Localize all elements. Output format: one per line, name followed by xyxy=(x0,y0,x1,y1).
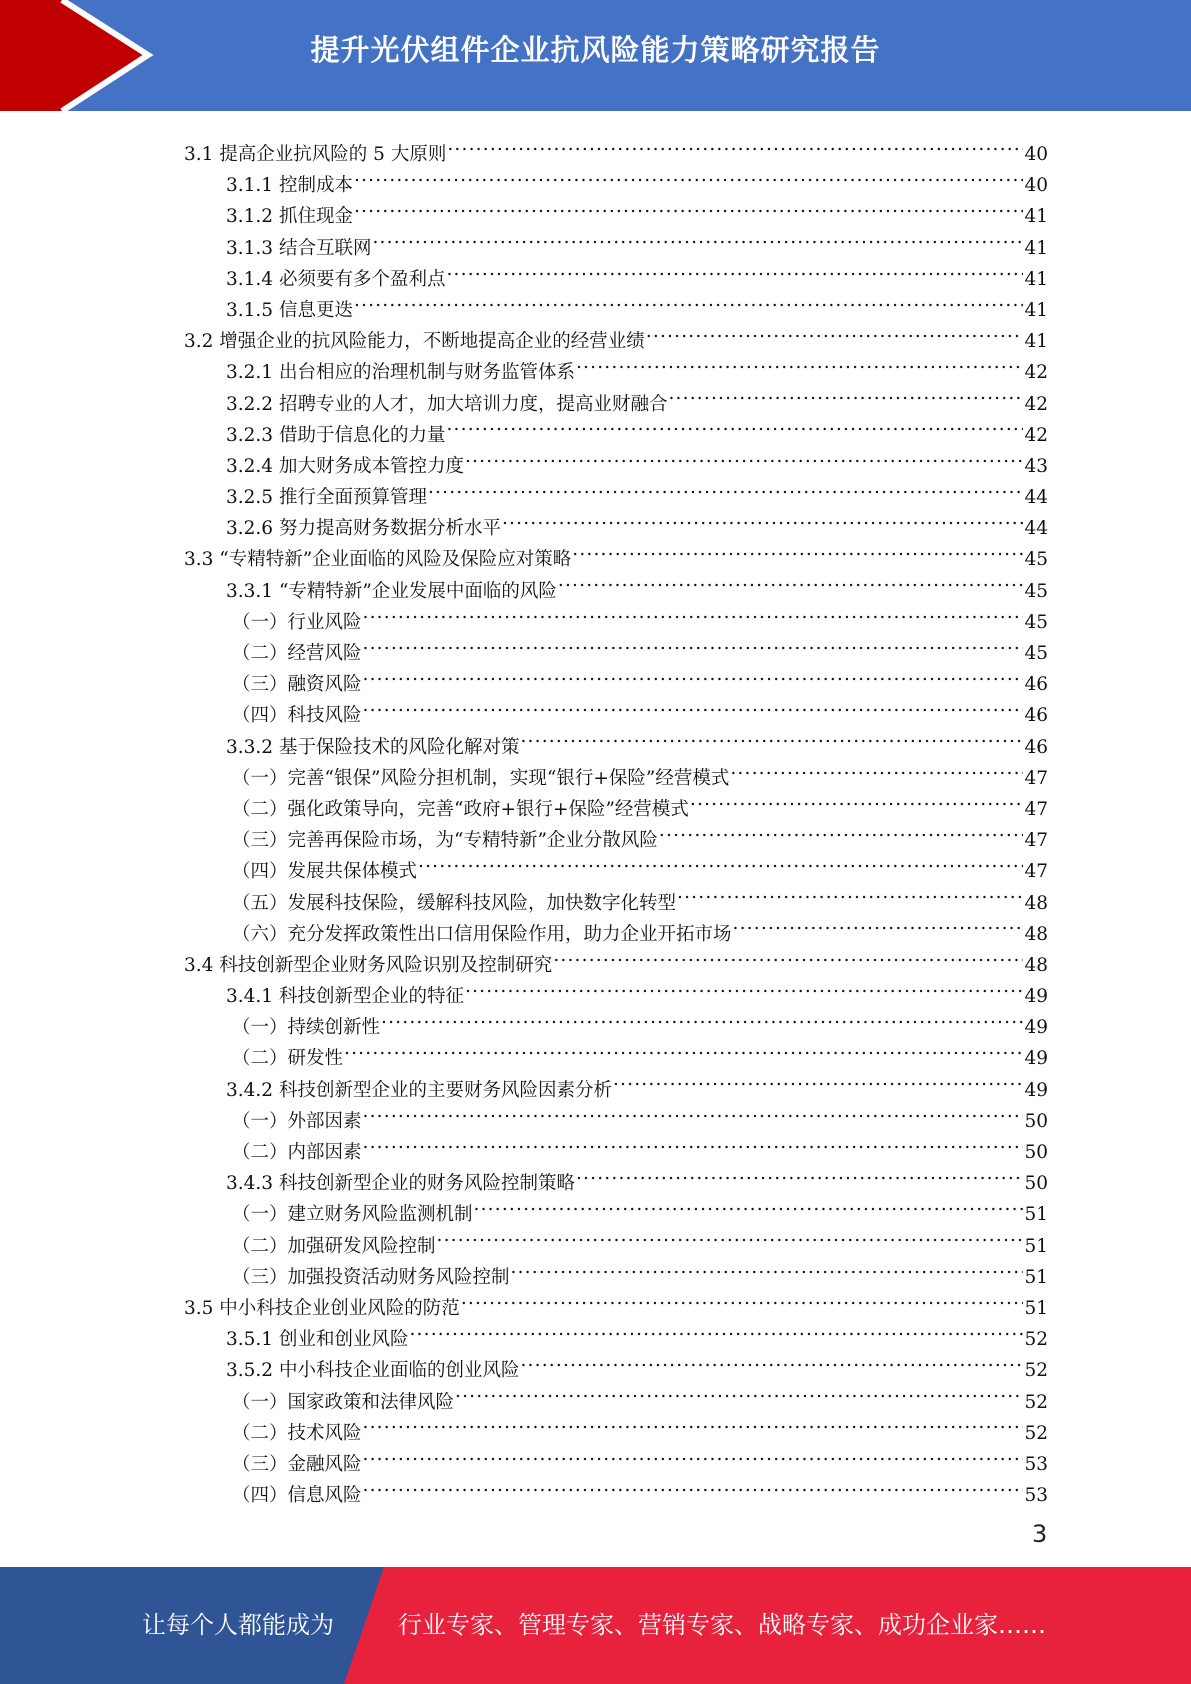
toc-entry-page: 50 xyxy=(1024,1173,1048,1195)
toc-dot-leader xyxy=(446,254,1023,285)
toc-dot-leader xyxy=(455,1377,1023,1408)
toc-entry-label: 3.1.5 信息更迭 xyxy=(226,299,353,321)
toc-entry-page: 47 xyxy=(1024,830,1048,852)
toc-entry-page: 52 xyxy=(1024,1391,1048,1413)
toc-dot-leader xyxy=(363,1096,1024,1127)
table-of-contents xyxy=(184,129,1048,1507)
toc-entry-page: 46 xyxy=(1024,674,1048,696)
page-footer xyxy=(0,1567,1191,1684)
toc-entry-label: （一）国家政策和法律风险 xyxy=(232,1391,455,1413)
toc-entry-page: 53 xyxy=(1024,1453,1048,1475)
footer-slogan-right: 行业专家、管理专家、营销专家、战略专家、成功企业家…… xyxy=(398,1611,1046,1639)
toc-entry-page: 48 xyxy=(1024,954,1048,976)
toc-dot-leader xyxy=(363,690,1024,721)
toc-dot-leader xyxy=(646,316,1024,347)
toc-entry-label: 3.4.2 科技创新型企业的主要财务风险因素分析 xyxy=(226,1079,612,1101)
toc-dot-leader xyxy=(372,223,1023,254)
toc-entry-page: 49 xyxy=(1024,1017,1048,1039)
toc-entry-page: 47 xyxy=(1024,767,1048,789)
toc-dot-leader xyxy=(446,410,1023,441)
toc-entry-label: 3.2.3 借助于信息化的力量 xyxy=(226,424,446,446)
toc-entry-label: 3.2.2 招聘专业的人才，加大培训力度，提高业财融合 xyxy=(226,393,668,415)
toc-dot-leader xyxy=(465,971,1023,1002)
toc-entry-label: 3.2.4 加大财务成本管控力度 xyxy=(226,455,464,477)
toc-entry-label: 3.1 提高企业抗风险的 5 大原则 xyxy=(184,144,447,165)
toc-entry-label: 3.1.4 必须要有多个盈利点 xyxy=(226,268,446,290)
toc-dot-leader xyxy=(511,1252,1024,1283)
toc-dot-leader xyxy=(465,441,1023,472)
toc-entry-page: 40 xyxy=(1024,144,1048,165)
toc-dot-leader xyxy=(730,753,1023,784)
toc-entry-label: 3.3 “专精特新”企业面临的风险及保险应对策略 xyxy=(184,549,572,571)
toc-entry-label: 3.4 科技创新型企业财务风险识别及控制研究 xyxy=(184,954,553,976)
toc-entry-label: （六）充分发挥政策性出口信用保险作用，助力企业开拓市场 xyxy=(232,923,732,945)
toc-entry-page: 44 xyxy=(1024,487,1048,509)
toc-dot-leader xyxy=(572,534,1023,565)
toc-entry-label: （二）经营风险 xyxy=(232,643,362,664)
report-title: 提升光伏组件企业抗风险能力策略研究报告 xyxy=(310,33,881,67)
toc-entry-page: 52 xyxy=(1024,1422,1048,1444)
toc-entry-page: 43 xyxy=(1024,455,1048,477)
toc-entry-label: 3.5 中小科技企业创业风险的防范 xyxy=(184,1297,460,1319)
toc-entry-page: 52 xyxy=(1024,1360,1048,1382)
toc-dot-leader xyxy=(520,1345,1023,1376)
toc-dot-leader xyxy=(733,909,1024,940)
toc-dot-leader xyxy=(354,191,1024,222)
toc-entry-label: 3.3.2 基于保险技术的风险化解对策 xyxy=(226,736,520,758)
toc-entry-label: （三）融资风险 xyxy=(232,674,362,696)
toc-entry-label: （三）完善再保险市场，为“专精特新”企业分散风险 xyxy=(232,830,658,852)
toc-entry-page: 41 xyxy=(1024,206,1048,228)
toc-dot-leader xyxy=(447,129,1023,160)
toc-entry-label: （二）技术风险 xyxy=(232,1422,362,1444)
toc-dot-leader xyxy=(363,628,1024,659)
page-header xyxy=(0,0,1191,111)
toc-entry-page: 51 xyxy=(1024,1204,1048,1226)
toc-entry-page: 41 xyxy=(1024,237,1048,259)
toc-dot-leader xyxy=(418,846,1023,877)
toc-entry-page: 48 xyxy=(1024,923,1048,945)
toc-entry-label: （四）科技风险 xyxy=(232,705,362,727)
toc-entry-page: 45 xyxy=(1024,549,1048,571)
toc-entry-label: （四）信息风险 xyxy=(232,1485,362,1507)
toc-entry-page: 49 xyxy=(1024,986,1048,1008)
toc-entry-label: 3.2.6 努力提高财务数据分析水平 xyxy=(226,518,501,540)
toc-dot-leader xyxy=(437,1221,1024,1252)
toc-entry-page: 53 xyxy=(1024,1485,1048,1507)
toc-entry-page: 42 xyxy=(1024,424,1048,446)
toc-entry-label: （二）强化政策导向，完善“政府+银行+保险”经营模式 xyxy=(232,798,689,820)
toc-entry-label: 3.2.1 出台相应的治理机制与财务监管体系 xyxy=(226,362,575,384)
toc-entry-page: 51 xyxy=(1024,1266,1048,1288)
toc-entry-label: 3.1.2 抓住现金 xyxy=(226,206,353,228)
toc-dot-leader xyxy=(502,503,1023,534)
toc-entry-label: （三）加强投资活动财务风险控制 xyxy=(232,1266,510,1288)
toc-entry-label: （一）行业风险 xyxy=(232,611,362,633)
toc-entry-page: 42 xyxy=(1024,362,1048,384)
toc-entry-label: （五）发展科技保险，缓解科技风险，加快数字化转型 xyxy=(232,892,677,914)
toc-entry-label: （一）持续创新性 xyxy=(232,1017,381,1039)
toc-dot-leader xyxy=(354,160,1024,191)
toc-dot-leader xyxy=(363,659,1024,690)
toc-entry-page: 48 xyxy=(1024,892,1048,914)
toc-entry-page: 40 xyxy=(1024,175,1048,197)
toc-entry-label: （二）加强研发风险控制 xyxy=(232,1235,436,1257)
toc-dot-leader xyxy=(428,472,1023,503)
toc-dot-leader xyxy=(474,1189,1024,1220)
toc-dot-leader xyxy=(363,1408,1024,1439)
toc-dot-leader xyxy=(668,379,1023,410)
toc-dot-leader xyxy=(381,1002,1023,1033)
toc-entry-label: 3.5.1 创业和创业风险 xyxy=(226,1329,409,1351)
toc-dot-leader xyxy=(520,722,1023,753)
toc-entry-label: （一）外部因素 xyxy=(232,1110,362,1132)
toc-entry-page: 45 xyxy=(1024,580,1048,602)
toc-entry[interactable] xyxy=(184,129,1048,165)
toc-dot-leader xyxy=(659,815,1024,846)
toc-dot-leader xyxy=(576,347,1023,378)
toc-entry-label: （一）完善“银保”风险分担机制，实现“银行+保险”经营模式 xyxy=(232,767,730,789)
toc-entry-page: 46 xyxy=(1024,705,1048,727)
toc-dot-leader xyxy=(613,1065,1023,1096)
toc-entry-page: 45 xyxy=(1024,643,1048,664)
toc-entry-label: 3.3.1 “专精特新”企业发展中面临的风险 xyxy=(226,580,557,602)
toc-entry-page: 50 xyxy=(1024,1110,1048,1132)
toc-dot-leader xyxy=(344,1033,1023,1064)
toc-entry-page: 41 xyxy=(1024,299,1048,321)
toc-entry-label: 3.4.1 科技创新型企业的特征 xyxy=(226,986,464,1008)
toc-dot-leader xyxy=(576,1158,1023,1189)
toc-entry-page: 50 xyxy=(1024,1142,1048,1163)
toc-entry-label: 3.4.3 科技创新型企业的财务风险控制策略 xyxy=(226,1173,575,1195)
toc-dot-leader xyxy=(363,1439,1024,1470)
toc-entry-label: 3.1.1 控制成本 xyxy=(226,175,353,197)
footer-slogan-left: 让每个人都能成为 xyxy=(142,1611,334,1639)
toc-dot-leader xyxy=(558,566,1024,597)
toc-entry-page: 49 xyxy=(1024,1079,1048,1101)
toc-dot-leader xyxy=(363,1127,1024,1158)
toc-dot-leader xyxy=(677,878,1023,909)
toc-entry-page: 46 xyxy=(1024,736,1048,758)
toc-dot-leader xyxy=(363,1470,1024,1501)
toc-entry-label: （三）金融风险 xyxy=(232,1453,362,1475)
toc-entry-page: 47 xyxy=(1024,798,1048,820)
toc-entry-page: 41 xyxy=(1024,268,1048,290)
toc-dot-leader xyxy=(409,1314,1023,1345)
toc-entry-label: （一）建立财务风险监测机制 xyxy=(232,1204,473,1226)
page-number: 3 xyxy=(1032,1520,1048,1548)
toc-entry-label: （二）研发性 xyxy=(232,1048,344,1070)
toc-entry-page: 47 xyxy=(1024,861,1048,883)
toc-entry-page: 52 xyxy=(1024,1329,1048,1351)
toc-entry-label: （二）内部因素 xyxy=(232,1142,362,1163)
toc-entry-page: 51 xyxy=(1024,1297,1048,1319)
toc-dot-leader xyxy=(461,1283,1024,1314)
toc-dot-leader xyxy=(363,597,1024,628)
toc-entry-label: 3.1.3 结合互联网 xyxy=(226,237,372,259)
toc-dot-leader xyxy=(690,784,1024,815)
toc-entry-page: 44 xyxy=(1024,518,1048,540)
toc-entry-page: 45 xyxy=(1024,611,1048,633)
toc-entry-label: （四）发展共保体模式 xyxy=(232,861,418,883)
toc-entry-label: 3.2 增强企业的抗风险能力，不断地提高企业的经营业绩 xyxy=(184,331,645,353)
toc-entry-page: 49 xyxy=(1024,1048,1048,1070)
toc-entry-label: 3.5.2 中小科技企业面临的创业风险 xyxy=(226,1360,520,1382)
toc-entry-page: 41 xyxy=(1024,331,1048,353)
toc-entry-page: 42 xyxy=(1024,393,1048,415)
toc-dot-leader xyxy=(354,285,1024,316)
toc-entry-page: 51 xyxy=(1024,1235,1048,1257)
toc-entry-label: 3.2.5 推行全面预算管理 xyxy=(226,487,427,509)
toc-dot-leader xyxy=(553,940,1023,971)
